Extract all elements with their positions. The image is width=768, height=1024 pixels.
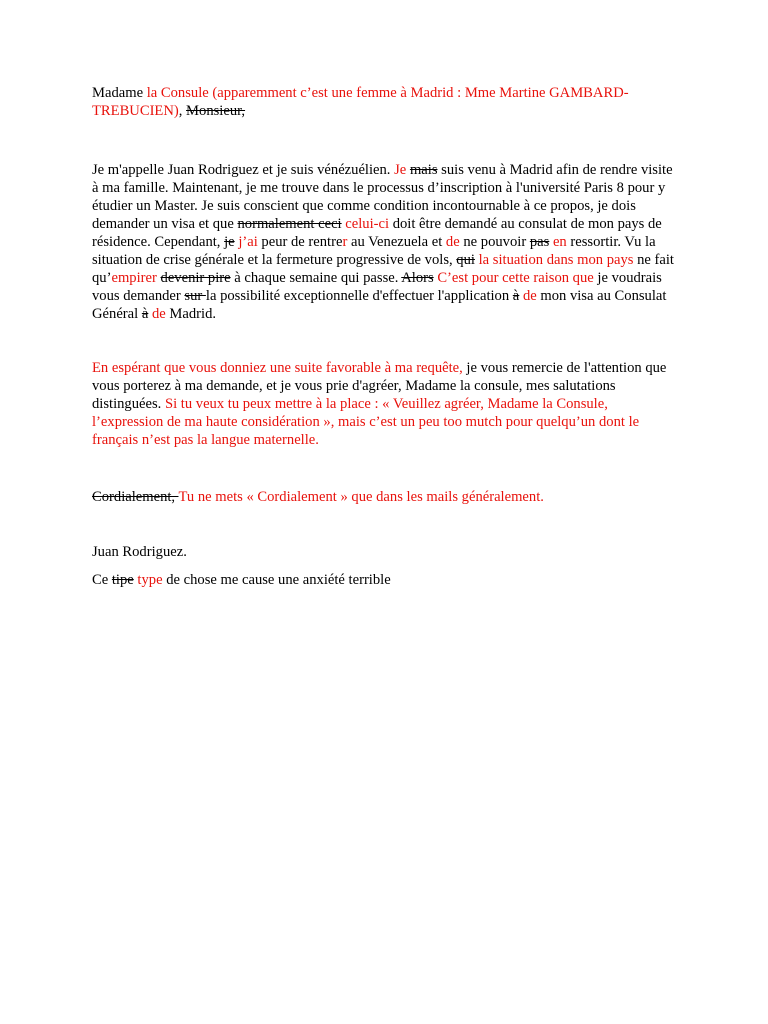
note-correction: type xyxy=(137,572,163,588)
body-correction: j’ai xyxy=(238,234,258,250)
note-text: Ce xyxy=(92,572,112,588)
closing-text: je vous remercie de l'attention que vous porterez à ma demande, et je vous prie d'agréer, Madame la consule, mes salutations distinguées. xyxy=(92,360,667,412)
body-text: mon visa au Consulat Général xyxy=(92,288,667,322)
regards-comment: Tu ne mets « Cordialement » que dans les mails généralement. xyxy=(178,489,544,505)
body-strikethrough: qui xyxy=(456,252,475,268)
body-text: suis venu à Madrid afin de rendre visite à ma famille. Maintenant, je me trouve dans le processus d’inscription à l'université Paris 8 pour y étudier un Master. Je suis conscient que comme condition incontournable à ce propos, je dois demander un visa et que xyxy=(92,162,673,232)
signature: Juan Rodriguez. xyxy=(92,544,187,560)
body-strikethrough: je xyxy=(224,234,235,250)
body-text: Je m'appelle Juan Rodriguez et je suis vénézuélien. xyxy=(92,162,395,178)
closing-correction: En espérant que vous donniez une suite favorable à ma requête, xyxy=(92,360,463,376)
body-text: je voudrais vous demander xyxy=(92,270,662,304)
body-text: Madrid. xyxy=(165,306,217,322)
body-correction: empirer xyxy=(111,270,157,286)
body-text: à chaque semaine qui passe. xyxy=(230,270,402,286)
note-text: de chose me cause une anxiété terrible xyxy=(162,572,391,588)
body-text: ne fait qu’ xyxy=(92,252,674,286)
body-correction: r xyxy=(342,234,348,250)
body-strikethrough: à xyxy=(141,306,149,322)
body-correction: Je xyxy=(394,162,407,178)
body-strikethrough: pas xyxy=(529,234,550,250)
regards-strikethrough: Cordialement, xyxy=(92,489,179,505)
body-strikethrough: Alors xyxy=(401,270,434,286)
body-correction: la situation dans mon pays xyxy=(478,252,634,268)
body-paragraph xyxy=(92,161,676,323)
body-strikethrough: à xyxy=(512,288,520,304)
body-correction: C’est pour cette raison que xyxy=(437,270,594,286)
body-correction: en xyxy=(552,234,567,250)
salutation-correction: la Consule (apparemment c’est une femme à Madrid : Mme Martine GAMBARD-TREBUCIEN) xyxy=(92,85,629,119)
body-strikethrough: mais xyxy=(409,162,438,178)
salutation-paragraph xyxy=(92,84,676,120)
regards-paragraph xyxy=(92,488,676,506)
body-correction: celui-ci xyxy=(345,216,390,232)
body-strikethrough: normalement ceci xyxy=(237,216,342,232)
body-text: peur de rentre xyxy=(257,234,343,250)
body-strikethrough: devenir pire xyxy=(160,270,231,286)
body-correction: de xyxy=(522,288,537,304)
body-correction: de xyxy=(445,234,460,250)
body-text: au Venezuela et xyxy=(347,234,446,250)
body-text: la possibilité exceptionnelle d'effectuer l'application xyxy=(205,288,513,304)
body-strikethrough: sur xyxy=(184,288,206,304)
salutation-strikethrough: Monsieur, xyxy=(186,103,246,119)
salutation-text: , xyxy=(178,103,187,119)
body-text: ne pouvoir xyxy=(459,234,530,250)
body-text: ressortir. Vu la situation de crise générale et la fermeture progressive de vols, xyxy=(92,234,656,268)
body-correction: de xyxy=(151,306,166,322)
salutation-text: Madame xyxy=(92,85,147,101)
closing-comment: Si tu veux tu peux mettre à la place : « Veuillez agréer, Madame la Consule, l’expression de ma haute considération », mais c’est un peu too mutch pour quelqu’un dont le français n’est pas la langue maternelle. xyxy=(92,396,640,448)
body-text: doit être demandé au consulat de mon pays de résidence. Cependant, xyxy=(92,216,662,250)
note-paragraph xyxy=(92,571,676,589)
note-strikethrough: tipe xyxy=(111,572,134,588)
closing-paragraph xyxy=(92,359,676,449)
